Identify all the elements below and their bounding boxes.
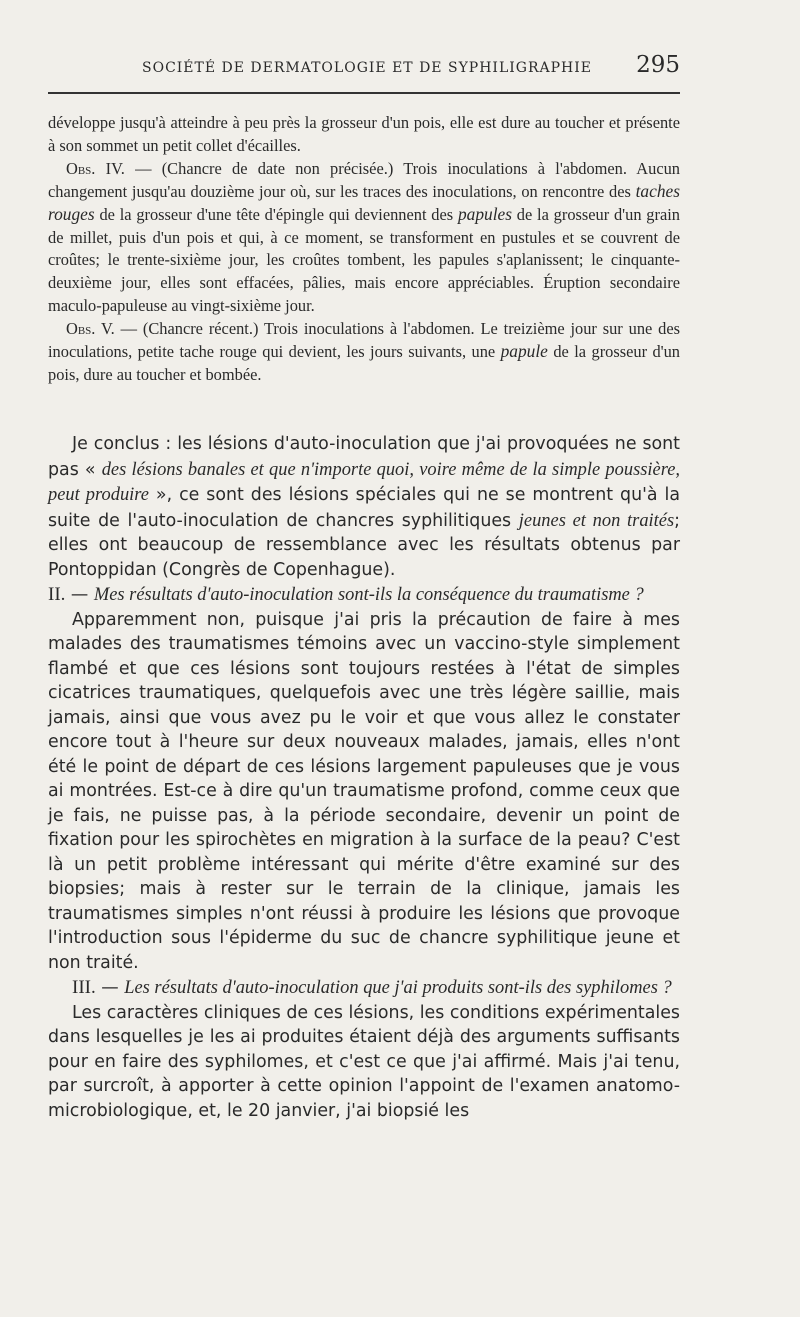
section-heading-2: II. — Mes résultats d'auto-inoculation sont-ils la conséquence du traumatisme ? xyxy=(48,584,644,605)
observation-4: Obs. IV. — (Chancre de date non précisée.) Trois inoculations à l'abdomen. Aucun changement jusqu'au douzième jour où, sur les traces des inoculations, on rencontre des taches rouges de la grosseur d'une tête d'épingle qui deviennent des papules de la grosseur d'un grain de millet, puis d'un pois et qui, à ce moment, se transforment en pustules et se couvrent de croûtes; le trente-sixième jour, les croûtes tombent, les papules s'aplanissent; le cinquante-deuxième jour, elles sont effacées, pâlies, mais encore appréciables. Éruption secondaire maculo-papuleuse au vingt-sixième jour. xyxy=(48,158,680,316)
observation-5: Obs. V. — (Chancre récent.) Trois inoculations à l'abdomen. Le treizième jour sur une des inoculations, petite tache rouge qui devient, les jours suivants, une papule de la grosseur d'un pois, dure au toucher et bombée. xyxy=(48,319,681,384)
section-heading-3: III. — Les résultats d'auto-inoculation que j'ai produits sont-ils des syphilomes ? xyxy=(72,977,672,998)
traumatism-paragraph: Apparemment non, puisque j'ai pris la précaution de faire à mes malades des traumatismes témoins avec un vaccino-style simplement flambé et que ces lésions sont toujours restées à l'état de simples cicatrices traumatiques, quelquefois avec une très légère saillie, mais jamais, ainsi que vous avez pu le voir et que vous allez le constater encore tout à l'heure sur deux nouveaux malades, jamais, elles n'ont été le point de départ de ces lésions largement papuleuses que je vous ai montrées. Est-ce à dire qu'un traumatisme profond, comme ceux que je fais, ne puisse pas, à la période secondaire, devenir un point de fixation pour les spirochètes en migration à la surface de la peau? C'est là un petit problème intéressant qui mérite d'être examiné sur des biopsies; mais à rester sur le terrain de la clinique, jamais les traumatismes simples n'ont réussi à produire les lésions que provoque l'introduction sous l'épiderme du suc de chancre syphilitique jeune et non traité. xyxy=(48,609,680,973)
obs-label: Obs. V. xyxy=(66,319,115,339)
obs-label: Obs. IV. xyxy=(66,158,125,178)
running-title: SOCIÉTÉ DE DERMATOLOGIE ET DE SYPHILIGRAPHIE xyxy=(142,60,593,76)
observations-block xyxy=(48,112,680,387)
syphilomes-paragraph: Les caractères cliniques de ces lésions, les conditions expérimentales dans lesquelles je les ai produites étaient déjà des arguments suffisants pour en faire des syphilomes, et c'est ce que j'ai affirmé. Mais j'ai tenu, par surcroît, à apporter à cette opinion l'appoint de l'examen anatomo-microbiologique, et, le 20 janvier, j'ai biopsié les xyxy=(48,1002,680,1121)
header-rule xyxy=(48,92,680,94)
observation-continuation: développe jusqu'à atteindre à peu près la grosseur d'un pois, elle est dure au toucher et présente à son sommet un petit collet d'écailles. xyxy=(48,113,680,155)
main-text xyxy=(48,432,680,1123)
page-header xyxy=(48,52,680,82)
page-number: 295 xyxy=(636,52,680,78)
conclusion-paragraph: Je conclus : les lésions d'auto-inoculation que j'ai provoquées ne sont pas « des lésions banales et que n'importe quoi, voire même de la simple poussière, peut produire », ce sont des lésions spéciales qui ne se montrent qu'à la suite de l'auto-inoculation de chancres syphilitiques jeunes et non traités; elles ont beaucoup de ressemblance avec les résultats obtenus par Pontoppidan (Congrès de Copenhague). xyxy=(48,434,681,580)
